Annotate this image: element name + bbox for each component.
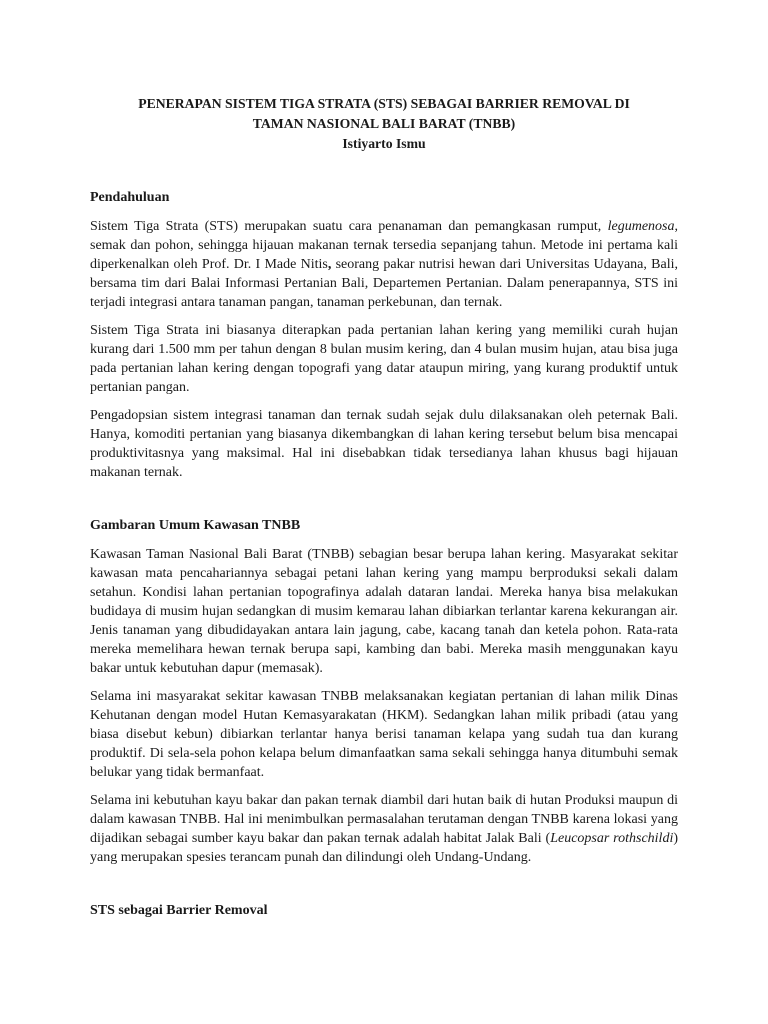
heading-gambaran-umum: Gambaran Umum Kawasan TNBB — [90, 518, 301, 533]
italic-species-name: Leucopsar rothschildi — [550, 831, 674, 846]
title-line-1: PENERAPAN SISTEM TIGA STRATA (STS) SEBAGAI BARRIER REMOVAL DI — [138, 96, 630, 111]
text-segment: seorang pakar nutrisi hewan dari Universitas Udayana, Bali, bersama tim dari Balai Informasi Pertanian Bali, Departemen Pertanian. Dalam penerapannya, STS ini terjadi integrasi antara tanaman pangan, tanaman perkebunan, dan ternak. — [90, 257, 678, 310]
document-title — [90, 94, 678, 134]
text-segment: , semak dan pohon, sehingga hijauan makanan ternak tersedia sepanjang tahun. Metode ini pertama kali diperkenalkan oleh Prof. Dr. I Made Nitis — [90, 219, 678, 272]
heading-sts-barrier-removal: STS sebagai Barrier Removal — [90, 903, 268, 918]
paragraph-gambaran-1: Kawasan Taman Nasional Bali Barat (TNBB) sebagian besar berupa lahan kering. Masyarakat sekitar kawasan mata pencahariannya sebagai petani lahan kering yang mampu berproduksi sekali dalam setahun. Kondisi lahan pertanian topografinya adalah dataran landai. Mereka hanya bisa melakukan budidaya di musim hujan sedangkan di musim kemarau lahan dibiarkan terlantar karena kekurangan air. Jenis tanaman yang dibudidayakan antara lain jagung, cabe, kacang tanah dan ketela pohon. Rata-rata mereka memelihara hewan ternak berupa sapi, kambing dan babi. Mereka masih menggunakan kayu bakar untuk kebutuhan dapur (memasak). — [90, 547, 678, 676]
text-segment: ) yang merupakan spesies terancam punah dan dilindungi oleh Undang-Undang. — [90, 831, 679, 865]
title-line-2: TAMAN NASIONAL BALI BARAT (TNBB) — [252, 116, 516, 131]
paragraph-gambaran-3 — [90, 791, 678, 867]
author-name: Istiyarto Ismu — [342, 136, 426, 151]
paragraph-gambaran-2: Selama ini masyarakat sekitar kawasan TNBB melaksanakan kegiatan pertanian di lahan milik Dinas Kehutanan dengan model Hutan Kemasyarakatan (HKM). Sedangkan lahan milik pribadi (atau yang biasa disebut kebun) dibiarkan terlantar hanya berisi tanaman kelapa yang sudah tua dan kurang produktif. Di sela-sela pohon kelapa belum dimanfaatkan sama sekali sehingga hanya ditumbuhi semak belukar yang tidak bermanfaat. — [90, 689, 678, 780]
italic-term: legumenosa — [607, 219, 675, 234]
heading-pendahuluan: Pendahuluan — [90, 190, 170, 205]
text-segment: Selama ini kebutuhan kayu bakar dan pakan ternak diambil dari hutan baik di hutan Produksi maupun di dalam kawasan TNBB. Hal ini menimbulkan permasalahan terutaman dengan TNBB karena lokasi yang dijadikan sebagai sumber kayu bakar dan pakan ternak adalah habitat Jalak Bali ( — [90, 793, 678, 846]
bold-comma: , — [327, 257, 332, 272]
text-segment: Sistem Tiga Strata (STS) merupakan suatu cara penanaman dan pemangkasan rumput, — [90, 219, 608, 234]
paragraph-pendahuluan-3: Pengadopsian sistem integrasi tanaman dan ternak sudah sejak dulu dilaksanakan oleh peternak Bali. Hanya, komoditi pertanian yang biasanya dikembangkan di lahan kering tersebut belum bisa mencapai produktivitasnya yang maksimal. Hal ini disebabkan tidak tersedianya lahan khusus bagi hijauan makanan ternak. — [90, 408, 678, 480]
paragraph-pendahuluan-1 — [90, 217, 678, 312]
paragraph-pendahuluan-2: Sistem Tiga Strata ini biasanya diterapkan pada pertanian lahan kering yang memiliki curah hujan kurang dari 1.500 mm per tahun dengan 8 bulan musim kering, dan 4 bulan musim hujan, atau bisa juga pada pertanian lahan kering dengan topografi yang datar ataupun miring, yang kurang produktif untuk pertanian pangan. — [90, 323, 678, 395]
document-page — [90, 0, 678, 920]
